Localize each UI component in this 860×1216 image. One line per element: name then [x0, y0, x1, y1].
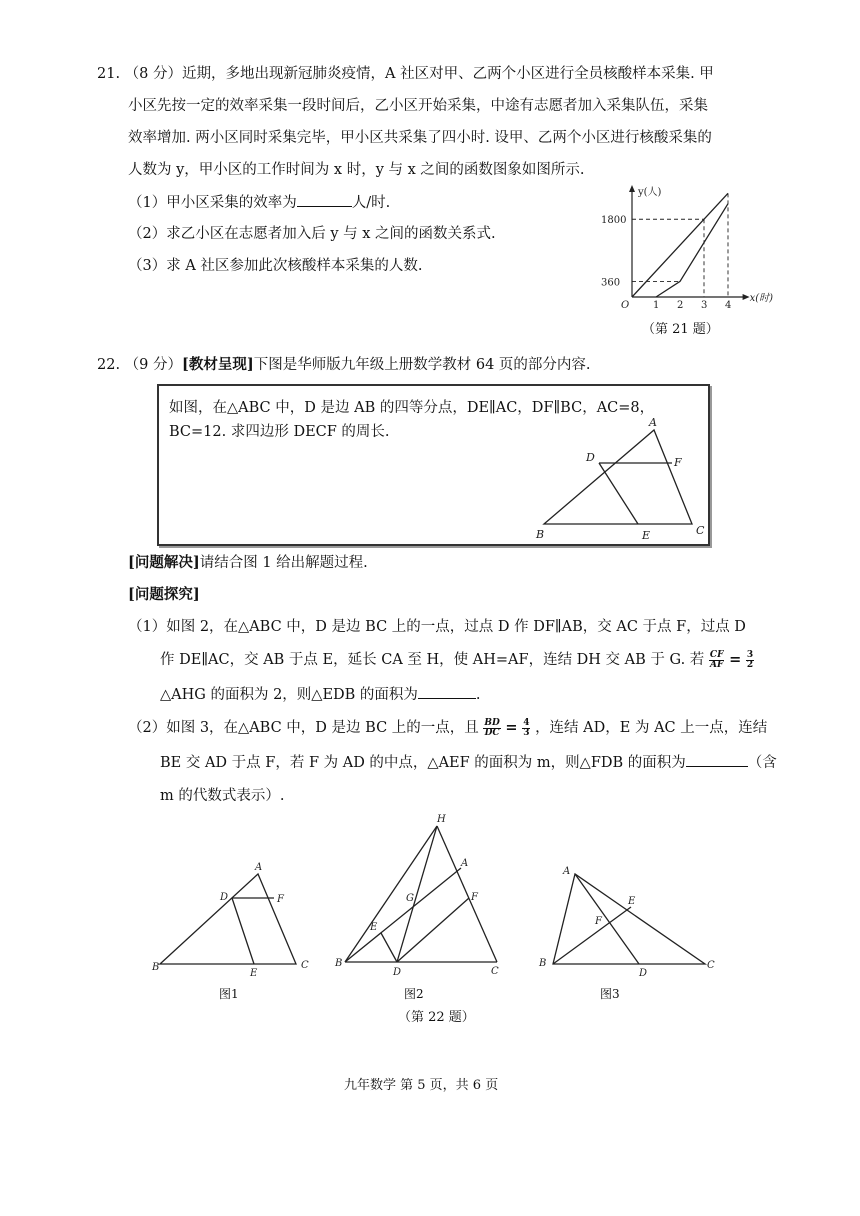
- fig2-label-c: C: [491, 966, 499, 977]
- x-axis-label: x(时): [749, 293, 774, 304]
- q22-p1-line1: （1）如图 2，在△ABC 中，D 是边 BC 上的一点，过点 D 作 DF∥AB，交 AC 于点 F，过点 D: [128, 619, 746, 635]
- q21-sub2: （2）求乙小区在志愿者加入后 y 与 x 之间的函数关系式.: [128, 226, 496, 242]
- q22-p1-line2-text: 作 DE∥AC，交 AB 于点 E，延长 CA 至 H，使 AH=AF，连结 DH 交 AB 于 G. 若: [160, 652, 705, 668]
- fraction-3-2: [746, 651, 754, 670]
- fraction-den: AF: [710, 659, 724, 670]
- fig3-caption: 图3: [600, 987, 620, 1001]
- fig2-label-b: B: [335, 958, 343, 969]
- fig1-label-e: E: [250, 968, 258, 979]
- q22-solve: [128, 553, 368, 573]
- q21-sub1-text: （1）甲小区采集的效率为: [128, 195, 297, 211]
- fig3-label-d: D: [639, 968, 648, 979]
- fig3-label-f: F: [595, 916, 602, 927]
- fig1-label-a: A: [255, 862, 263, 873]
- equals-sign: =: [505, 719, 518, 736]
- answer-blank: [297, 192, 352, 207]
- q21-sub1-unit: 人/时.: [351, 195, 391, 211]
- q22-p1-line3-end: .: [475, 687, 481, 703]
- fig2-label-g: G: [406, 893, 414, 904]
- fraction-num: 3: [746, 649, 754, 660]
- y-axis-label: y(人): [638, 187, 662, 198]
- q21-function-graph: [580, 185, 780, 315]
- q21-line3: 效率增加. 两小区同时采集完毕，甲小区共采集了四小时. 设甲、乙两个小区进行核酸采集的: [128, 130, 712, 146]
- q22-p2-line2-text: BE 交 AD 于点 F，若 F 为 AD 的中点，△AEF 的面积为 m，则△FDB 的面积为: [160, 755, 686, 771]
- tag-textbook: [教材呈现]: [182, 356, 254, 373]
- tag-solve: [问题解决]: [128, 554, 200, 571]
- fraction-num: 4: [523, 717, 530, 728]
- fig3-label-b: B: [539, 958, 547, 969]
- fig3-label-e: E: [628, 896, 636, 907]
- equals-sign: =: [729, 651, 742, 668]
- q22-p2-line1-rest: ，连结 AD，E 为 AC 上一点，连结: [535, 720, 768, 736]
- q22-line1-text: 下图是华师版九年级上册数学教材 64 页的部分内容.: [253, 357, 591, 373]
- box-line1: 如图，在△ABC 中，D 是边 AB 的四等分点，DE∥AC，DF∥BC，AC=8，: [169, 400, 655, 416]
- y-tick-label: 360: [601, 277, 621, 289]
- x-axis-arrow: [743, 294, 750, 300]
- label-a: A: [649, 416, 657, 429]
- fig1-label-c: C: [301, 960, 309, 971]
- q21-sub1: [128, 192, 390, 213]
- box-figure: [534, 416, 734, 541]
- y-axis-arrow: [629, 185, 635, 192]
- fraction-cf-af: [709, 651, 725, 670]
- answer-blank: [686, 752, 748, 767]
- tag-explore: [问题探究]: [128, 586, 200, 603]
- fig2-label-h: H: [437, 814, 446, 825]
- q22-p2-line1-text: （2）如图 3，在△ABC 中，D 是边 BC 上的一点，且: [128, 720, 479, 736]
- label-f: F: [674, 456, 682, 469]
- fraction-num: CF: [709, 649, 724, 660]
- q22-p2-line2-end: （含: [747, 755, 777, 771]
- fig1-caption: 图1: [219, 987, 239, 1001]
- q22-p1-line2: [160, 650, 754, 670]
- fraction-bd-dc: [483, 719, 500, 738]
- fig2-caption: 图2: [404, 987, 424, 1001]
- q22-figure-caption: （第 22 题）: [398, 1010, 475, 1025]
- q22-line1: [97, 355, 591, 375]
- fig1-label-f: F: [277, 894, 284, 905]
- label-d: D: [586, 451, 595, 464]
- y-tick-label: 1800: [601, 215, 627, 227]
- answer-blank: [418, 684, 476, 699]
- figure-1: [150, 858, 330, 988]
- q21-figure-caption: （第 21 题）: [642, 322, 719, 337]
- q21-line2: 小区先按一定的效率采集一段时间后，乙小区开始采集，中途有志愿者加入采集队伍，采集: [128, 98, 708, 114]
- series-line-2: [656, 204, 728, 297]
- q21-line4: 人数为 y，甲小区的工作时间为 x 时，y 与 x 之间的函数图象如图所示.: [128, 162, 585, 178]
- fraction-den: 2: [746, 659, 754, 670]
- x-tick-label: 3: [701, 300, 708, 311]
- figure-2: [335, 812, 515, 982]
- q22-p2-line2: [160, 752, 777, 773]
- x-tick-label: 1: [653, 300, 660, 311]
- fraction-den: 3: [523, 727, 530, 738]
- fig1-label-d: D: [220, 892, 229, 903]
- figure-3: [535, 858, 725, 988]
- q21-line1: 21. （8 分）近期，多地出现新冠肺炎疫情，A 社区对甲、乙两个小区进行全员核酸样本采集. 甲: [97, 66, 714, 82]
- q22-number: 22. （9 分）: [97, 357, 183, 373]
- q22-p2-line3: m 的代数式表示）.: [160, 788, 285, 804]
- origin-label: O: [621, 300, 630, 311]
- page-footer: 九年数学 第 5 页，共 6 页: [344, 1078, 499, 1093]
- fraction-den: DC: [484, 727, 500, 738]
- fig3-label-c: C: [707, 960, 715, 971]
- q22-p1-line3-text: △AHG 的面积为 2，则△EDB 的面积为: [160, 687, 418, 703]
- x-tick-label: 2: [677, 300, 684, 311]
- x-tick-label: 4: [725, 300, 732, 311]
- q22-p1-line3: [160, 684, 481, 705]
- fig1-label-b: B: [152, 962, 160, 973]
- fig2-label-a: A: [461, 858, 469, 869]
- fraction-4-3: [522, 719, 530, 738]
- label-c: C: [696, 524, 705, 537]
- fig2-label-e: E: [370, 922, 378, 933]
- box-line2: BC=12. 求四边形 DECF 的周长.: [169, 424, 390, 440]
- label-e: E: [642, 529, 651, 542]
- fig2-label-d: D: [393, 967, 402, 978]
- q21-sub3: （3）求 A 社区参加此次核酸样本采集的人数.: [128, 258, 423, 274]
- fig3-label-a: A: [563, 866, 571, 877]
- label-b: B: [536, 528, 545, 541]
- q22-solve-text: 请结合图 1 给出解题过程.: [199, 555, 368, 571]
- fraction-num: BD: [484, 717, 500, 728]
- fig2-label-f: F: [471, 892, 478, 903]
- q22-p2-line1: [128, 718, 767, 738]
- textbook-box: [157, 384, 710, 546]
